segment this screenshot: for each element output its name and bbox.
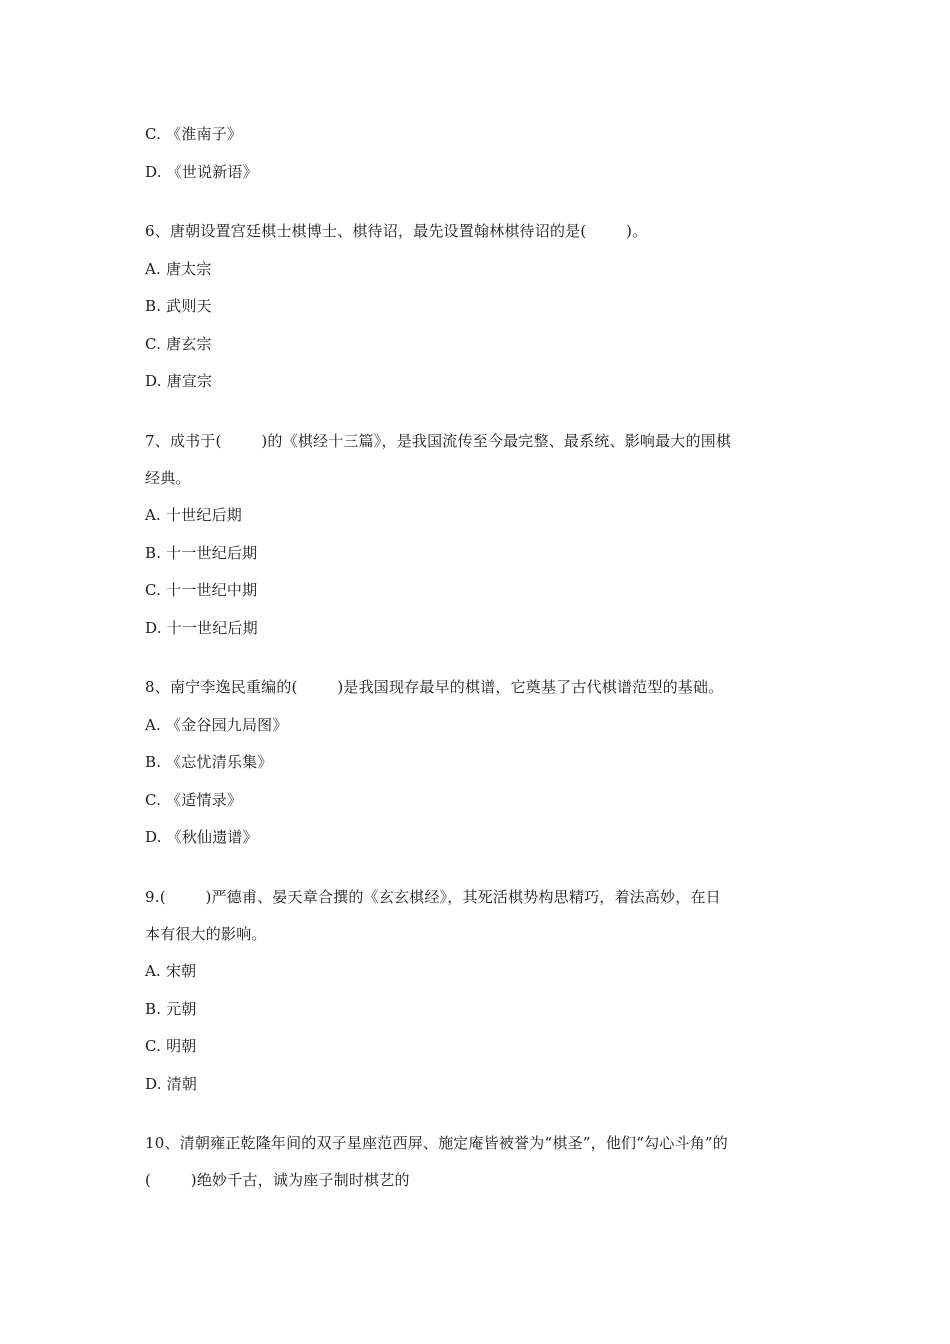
q7-option-b: B. 十一世纪后期 (145, 544, 258, 562)
q7-question-line1: 7、成书于( )的《棋经十三篇》，是我国流传至今最完整、最系统、影响最大的围棋 (145, 432, 732, 450)
q5-option-c: C. 《淮南子》 (145, 125, 243, 143)
q6-option-c: C. 唐玄宗 (145, 335, 212, 353)
q7-option-a: A. 十世纪后期 (145, 506, 242, 524)
q9-option-a: A. 宋朝 (145, 962, 197, 980)
q7-option-d: D. 十一世纪后期 (145, 619, 258, 637)
q10-question-line2: ( )绝妙千古，诚为座子制时棋艺的 (145, 1171, 410, 1189)
q9-option-b: B. 元朝 (145, 1000, 197, 1018)
q8-option-b: B. 《忘忧清乐集》 (145, 753, 273, 771)
q8-option-c: C. 《适情录》 (145, 791, 243, 809)
q5-option-d: D. 《世说新语》 (145, 163, 258, 181)
q7-question-line2: 经典。 (145, 469, 191, 487)
q6-option-a: A. 唐太宗 (145, 260, 212, 278)
q10-question-line1: 10、清朝雍正乾隆年间的双子星座范西屏、施定庵皆被誉为“棋圣”，他们“勾心斗角”的 (145, 1134, 728, 1152)
q9-option-d: D. 清朝 (145, 1075, 198, 1093)
q9-question-line2: 本有很大的影响。 (145, 925, 267, 943)
q6-option-b: B. 武则天 (145, 297, 212, 315)
q8-question: 8、南宁李逸民重编的( )是我国现存最早的棋谱，它奠基了古代棋谱范型的基础。 (145, 678, 724, 696)
q8-option-a: A. 《金谷园九局图》 (145, 716, 288, 734)
q9-question-line1: 9.( )严德甫、晏天章合撰的《玄玄棋经》，其死活棋势构思精巧，着法高妙，在日 (145, 888, 721, 906)
q8-option-d: D. 《秋仙遗谱》 (145, 828, 258, 846)
q7-option-c: C. 十一世纪中期 (145, 581, 258, 599)
q6-option-d: D. 唐宣宗 (145, 372, 213, 390)
q9-option-c: C. 明朝 (145, 1037, 197, 1055)
q6-question: 6、唐朝设置宫廷棋士棋博士、棋待诏，最先设置翰林棋待诏的是( )。 (145, 222, 648, 240)
